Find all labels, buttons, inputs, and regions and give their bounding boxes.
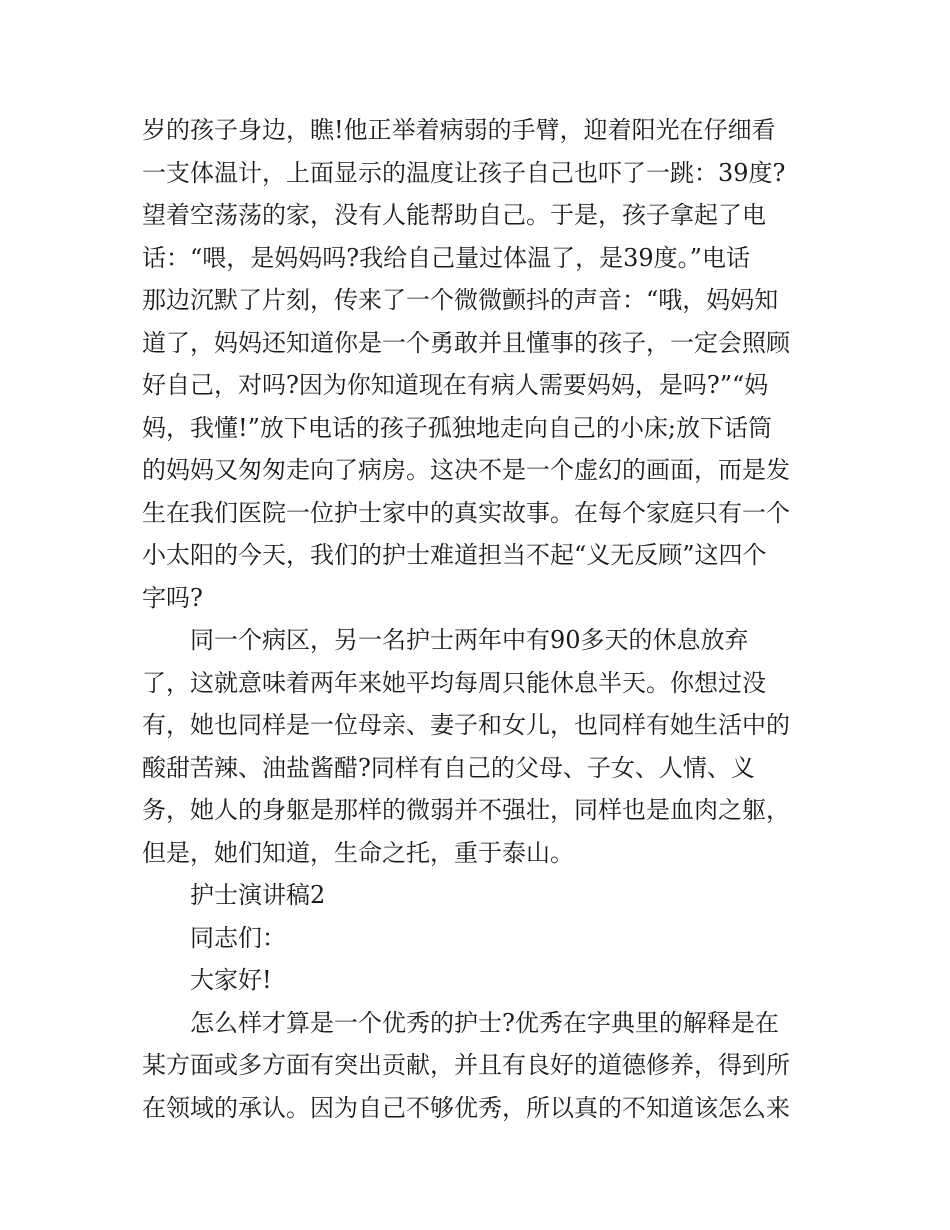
paragraph <box>142 874 822 917</box>
text-line: 的妈妈又匆匆走向了病房。这决不是一个虚幻的画面，而是发 <box>142 456 790 484</box>
text-line: 好自己，对吗?因为你知道现在有病人需要妈妈，是吗?”“妈 <box>142 371 769 399</box>
paragraph <box>142 109 822 619</box>
document-body <box>142 109 822 1129</box>
text-line: 某方面或多方面有突出贡献，并且有良好的道德修养，得到所 <box>142 1051 790 1079</box>
text-line: 大家好! <box>190 966 272 994</box>
text-line: 妈，我懂!”放下电话的孩子孤独地走向自己的小床;放下话筒 <box>142 413 772 442</box>
text-line: 字吗? <box>142 583 203 612</box>
paragraph <box>142 619 822 874</box>
paragraph <box>142 1002 822 1130</box>
text-line: 怎么样才算是一个优秀的护士?优秀在字典里的解释是在 <box>190 1008 779 1037</box>
text-line: 同一个病区，另一名护士两年中有90多天的休息放弃 <box>190 626 749 654</box>
text-line: 一支体温计，上面显示的温度让孩子自己也吓了一跳：39度? <box>142 158 786 187</box>
text-line: 护士演讲稿2 <box>190 881 326 909</box>
text-line: 在领域的承认。因为自己不够优秀，所以真的不知道该怎么来 <box>142 1093 790 1122</box>
text-line: 同志们： <box>190 923 286 952</box>
text-line: 那边沉默了片刻，传来了一个微微颤抖的声音：“哦，妈妈知 <box>142 286 779 314</box>
text-line: 道了，妈妈还知道你是一个勇敢并且懂事的孩子，一定会照顾 <box>142 328 790 357</box>
text-line: 务，她人的身躯是那样的微弱并不强壮，同样也是血肉之躯， <box>142 796 790 824</box>
text-line: 有，她也同样是一位母亲、妻子和女儿，也同样有她生活中的 <box>142 711 790 739</box>
text-line: 酸甜苦辣、油盐酱醋?同样有自己的父母、子女、人情、义 <box>142 753 755 782</box>
text-line: 生在我们医院一位护士家中的真实故事。在每个家庭只有一个 <box>142 498 790 527</box>
text-line: 岁的孩子身边，瞧!他正举着病弱的手臂，迎着阳光在仔细看 <box>142 116 776 144</box>
paragraph <box>142 917 822 960</box>
paragraph <box>142 959 822 1002</box>
text-line: 话：“喂，是妈妈吗?我给自己量过体温了，是39度。”电话 <box>142 243 750 272</box>
text-line: 了，这就意味着两年来她平均每周只能休息半天。你想过没 <box>142 668 766 697</box>
text-line: 但是，她们知道，生命之托，重于泰山。 <box>142 838 574 867</box>
text-line: 望着空荡荡的家，没有人能帮助自己。于是，孩子拿起了电 <box>142 201 766 229</box>
text-line: 小太阳的今天，我们的护士难道担当不起“义无反顾”这四个 <box>142 541 767 569</box>
